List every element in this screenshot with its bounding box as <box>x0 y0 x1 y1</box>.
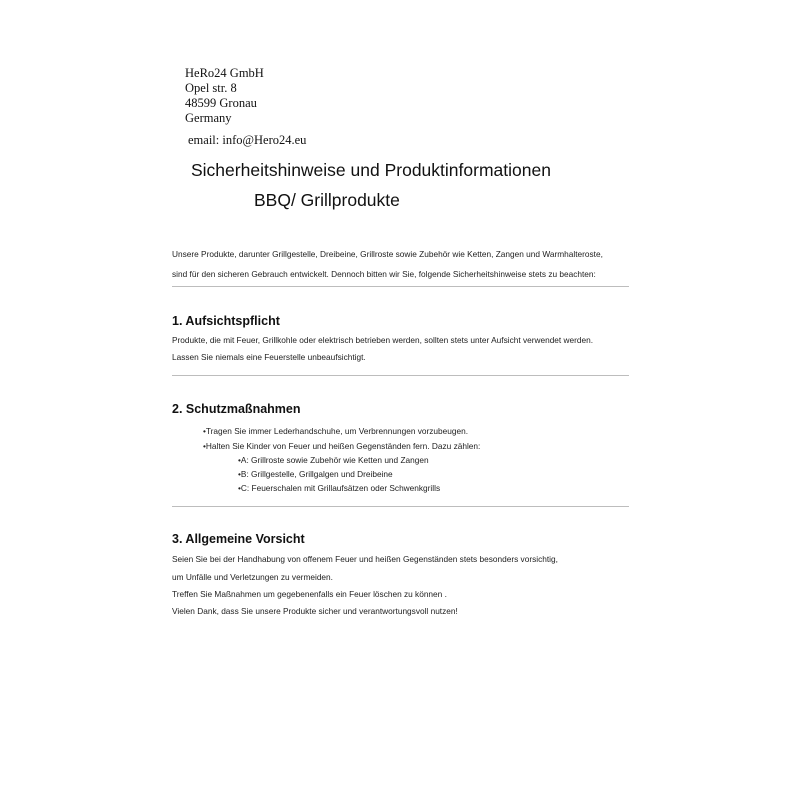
company-street: Opel str. 8 <box>185 81 237 95</box>
bullet-item: •Halten Sie Kinder von Feuer und heißen Gegenständen fern. Dazu zählen: <box>203 441 481 451</box>
document-title: Sicherheitshinweise und Produktinformationen <box>191 160 551 180</box>
sub-bullet-item: •B: Grillgestelle, Grillgalgen und Dreibeine <box>238 469 393 479</box>
sub-bullet-item: •C: Feuerschalen mit Grillaufsätzen oder Schwenkgrills <box>238 483 441 493</box>
section3-line: Treffen Sie Maßnahmen um gegebenenfalls ein Feuer löschen zu können . <box>172 589 447 599</box>
company-address <box>185 66 264 126</box>
section3-line: Seien Sie bei der Handhabung von offenem Feuer und heißen Gegenständen stets besonders vorsichtig, <box>172 554 558 564</box>
section3-line: Vielen Dank, dass Sie unsere Produkte sicher und verantwortungsvoll nutzen! <box>172 606 458 616</box>
intro-line: Unsere Produkte, darunter Grillgestelle, Dreibeine, Grillroste sowie Zubehör wie Ketten, Zangen und Warmhalteroste, <box>172 249 603 259</box>
company-city: 48599 Gronau <box>185 96 257 110</box>
document-subtitle: BBQ/ Grillprodukte <box>254 190 400 210</box>
section-divider <box>172 506 629 507</box>
section-divider <box>172 286 629 287</box>
intro-paragraph <box>172 244 603 284</box>
section3-line: um Unfälle und Verletzungen zu vermeiden. <box>172 572 333 582</box>
sub-bullet-item: •A: Grillroste sowie Zubehör wie Ketten und Zangen <box>238 455 429 465</box>
company-name: HeRo24 GmbH <box>185 66 264 80</box>
section-heading-aufsichtspflicht: 1. Aufsichtspflicht <box>172 314 280 328</box>
section1-line: Lassen Sie niemals eine Feuerstelle unbeaufsichtigt. <box>172 352 366 362</box>
section-divider <box>172 375 629 376</box>
section-heading-schutzmassnahmen: 2. Schutzmaßnahmen <box>172 402 301 416</box>
section-heading-allgemeine-vorsicht: 3. Allgemeine Vorsicht <box>172 532 305 546</box>
company-email: email: info@Hero24.eu <box>188 133 307 147</box>
bullet-item: •Tragen Sie immer Lederhandschuhe, um Verbrennungen vorzubeugen. <box>203 426 469 436</box>
company-country: Germany <box>185 111 232 125</box>
section1-line: Produkte, die mit Feuer, Grillkohle oder elektrisch betrieben werden, sollten stets unter Aufsicht verwendet werden. <box>172 335 594 345</box>
intro-line: sind für den sicheren Gebrauch entwickelt. Dennoch bitten wir Sie, folgende Sicherheitshinweise stets zu beachten: <box>172 269 596 279</box>
